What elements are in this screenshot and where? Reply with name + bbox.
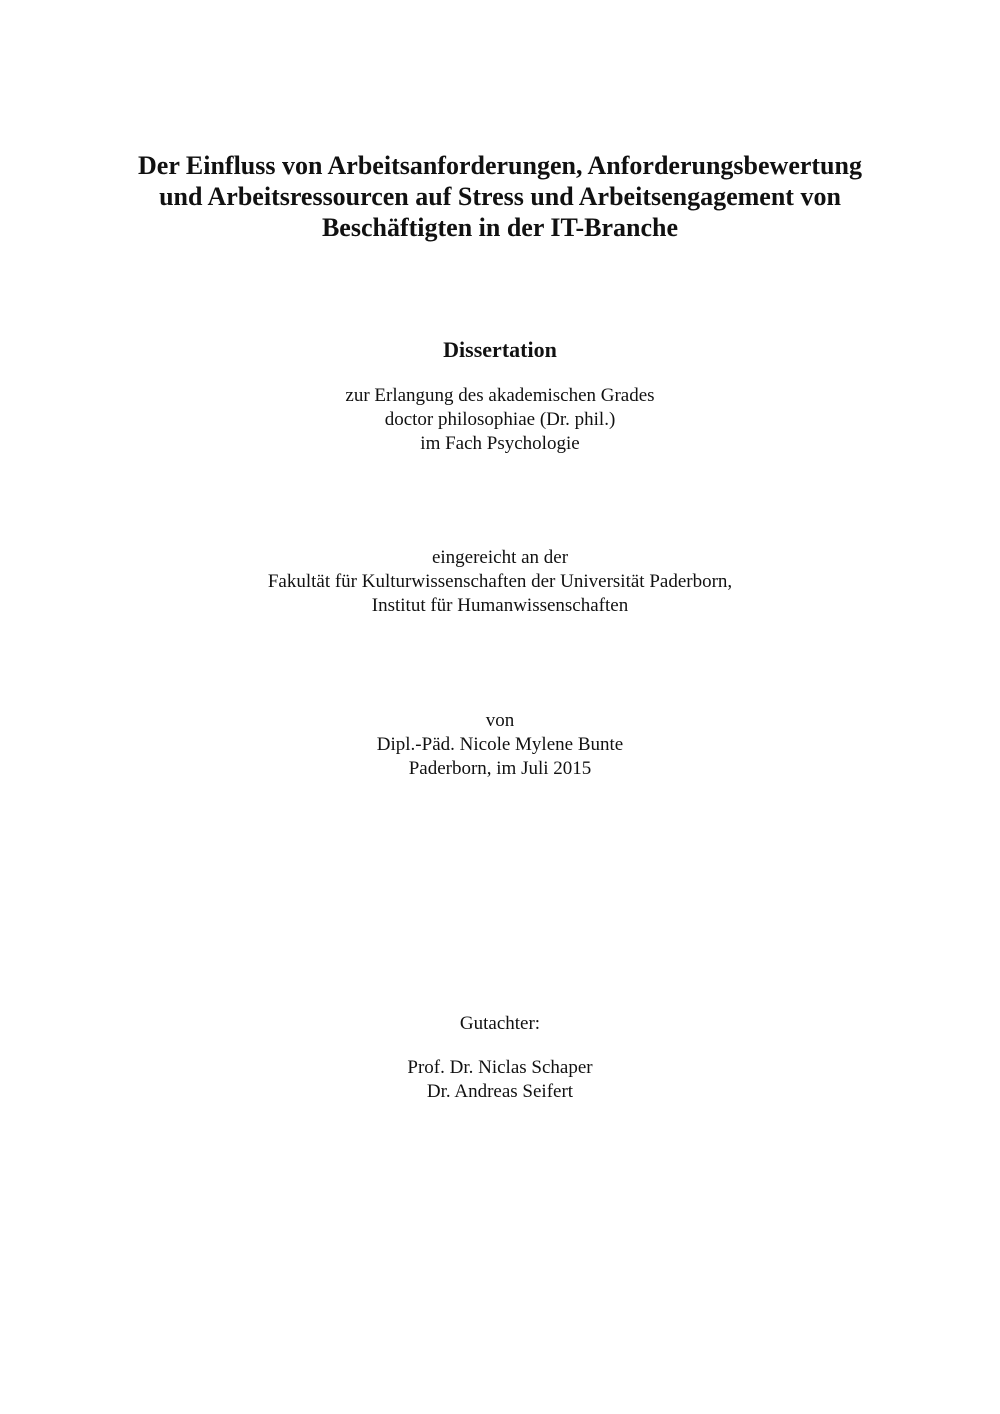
reviewers-heading — [0, 1012, 1000, 1036]
reviewers-list — [0, 1056, 1000, 1104]
author-name: Dipl.-Päd. Nicole Mylene Bunte — [376, 734, 624, 755]
submission-line-1: eingereicht an der — [431, 547, 569, 568]
thesis-title — [0, 150, 1000, 243]
thesis-title-line-3: Beschäftigten in der IT-Branche — [321, 213, 679, 242]
document-type-label: Dissertation — [443, 337, 557, 362]
reviewer-2: Dr. Andreas Seifert — [426, 1081, 574, 1102]
author-line-1: von — [485, 710, 515, 731]
reviewers-label: Gutachter: — [459, 1013, 541, 1034]
degree-purpose-line-1: zur Erlangung des akademischen Grades — [345, 385, 655, 406]
reviewer-1: Prof. Dr. Niclas Schaper — [407, 1057, 593, 1078]
thesis-title-line-2: und Arbeitsressourcen auf Stress und Arbeitsengagement von — [159, 182, 841, 211]
degree-purpose-line-3: im Fach Psychologie — [420, 433, 580, 454]
place-date: Paderborn, im Juli 2015 — [408, 758, 592, 779]
degree-purpose — [0, 384, 1000, 456]
thesis-title-line-1: Der Einfluss von Arbeitsanforderungen, Anforderungsbewertung — [138, 151, 862, 180]
author-info — [0, 709, 1000, 781]
degree-purpose-line-2: doctor philosophiae (Dr. phil.) — [384, 409, 616, 430]
submission-info — [0, 546, 1000, 618]
submission-line-3: Institut für Humanwissenschaften — [371, 595, 629, 616]
submission-line-2: Fakultät für Kulturwissenschaften der Universität Paderborn, — [267, 571, 733, 592]
document-type — [0, 336, 1000, 364]
